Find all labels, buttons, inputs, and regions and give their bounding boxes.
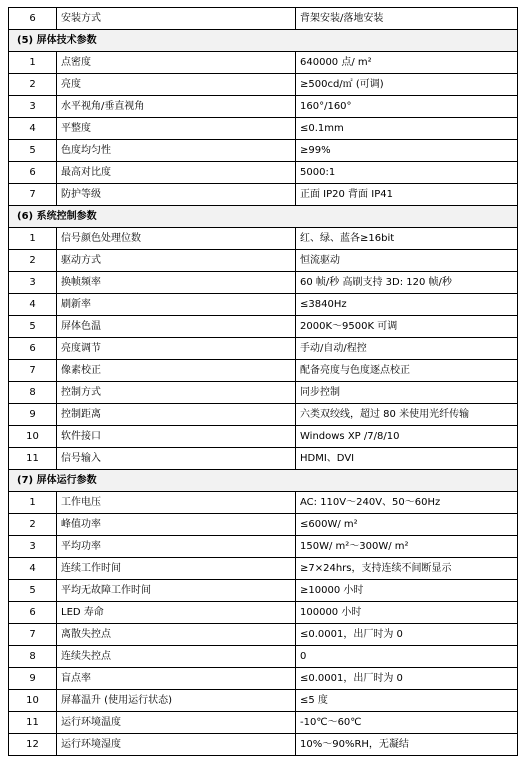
parameter-value: 配备亮度与色度逐点校正 [296, 360, 518, 382]
parameter-name: 防护等级 [57, 184, 296, 206]
table-row [9, 558, 518, 580]
parameter-name: 亮度 [57, 74, 296, 96]
parameter-name: 控制方式 [57, 382, 296, 404]
table-row [9, 294, 518, 316]
table-row [9, 74, 518, 96]
table-row [9, 624, 518, 646]
parameter-name: 屏幕温升 (使用运行状态) [57, 690, 296, 712]
row-number: 3 [9, 96, 57, 118]
parameter-value: 红、绿、蓝各≥16bit [296, 228, 518, 250]
table-row [9, 492, 518, 514]
row-number: 4 [9, 294, 57, 316]
row-number: 2 [9, 514, 57, 536]
parameter-value: 恒流驱动 [296, 250, 518, 272]
row-number: 10 [9, 426, 57, 448]
parameter-value: 同步控制 [296, 382, 518, 404]
parameter-name: 工作电压 [57, 492, 296, 514]
row-number: 9 [9, 404, 57, 426]
parameter-name: 最高对比度 [57, 162, 296, 184]
parameter-name: 亮度调节 [57, 338, 296, 360]
parameter-name: 连续工作时间 [57, 558, 296, 580]
parameter-name: 离散失控点 [57, 624, 296, 646]
row-number: 7 [9, 624, 57, 646]
table-row [9, 602, 518, 624]
parameter-name: 运行环境湿度 [57, 734, 296, 756]
parameter-value: Windows XP /7/8/10 [296, 426, 518, 448]
section-title: (7) 屏体运行参数 [9, 470, 518, 492]
parameter-name: 换帧频率 [57, 272, 296, 294]
row-number: 1 [9, 228, 57, 250]
table-row [9, 140, 518, 162]
parameter-value: ≥10000 小时 [296, 580, 518, 602]
parameter-value: 100000 小时 [296, 602, 518, 624]
section-header-row [9, 470, 518, 492]
table-row [9, 96, 518, 118]
row-number: 5 [9, 140, 57, 162]
parameter-value: 60 帧/秒 高刷支持 3D: 120 帧/秒 [296, 272, 518, 294]
row-number: 11 [9, 448, 57, 470]
row-number: 4 [9, 118, 57, 140]
parameter-value: ≤0.0001，出厂时为 0 [296, 668, 518, 690]
parameter-name: 屏体色温 [57, 316, 296, 338]
parameter-value: ≤600W/ m² [296, 514, 518, 536]
parameter-value: 正面 IP20 背面 IP41 [296, 184, 518, 206]
parameter-value: ≥99% [296, 140, 518, 162]
table-row [9, 52, 518, 74]
table-row [9, 712, 518, 734]
parameter-name: 平均无故障工作时间 [57, 580, 296, 602]
parameter-name: 峰值功率 [57, 514, 296, 536]
row-number: 2 [9, 74, 57, 96]
parameter-name: 连续失控点 [57, 646, 296, 668]
row-number: 4 [9, 558, 57, 580]
parameter-name: 色度均匀性 [57, 140, 296, 162]
parameter-value: ≤0.1mm [296, 118, 518, 140]
section-title: (6) 系统控制参数 [9, 206, 518, 228]
parameter-name: 刷新率 [57, 294, 296, 316]
table-row [9, 580, 518, 602]
table-row [9, 360, 518, 382]
table-row [9, 338, 518, 360]
spec-table-body [9, 8, 518, 756]
parameter-name: LED 寿命 [57, 602, 296, 624]
row-number: 7 [9, 360, 57, 382]
table-row [9, 690, 518, 712]
table-row [9, 734, 518, 756]
table-row [9, 8, 518, 30]
row-number: 5 [9, 580, 57, 602]
table-row [9, 184, 518, 206]
table-row [9, 404, 518, 426]
row-number: 6 [9, 162, 57, 184]
parameter-value: ≤0.0001，出厂时为 0 [296, 624, 518, 646]
row-number: 6 [9, 338, 57, 360]
parameter-value: HDMI、DVI [296, 448, 518, 470]
spec-document [8, 7, 518, 756]
parameter-value: 640000 点/ m² [296, 52, 518, 74]
parameter-value: 5000:1 [296, 162, 518, 184]
parameter-name: 软件接口 [57, 426, 296, 448]
row-number: 6 [9, 8, 57, 30]
row-number: 2 [9, 250, 57, 272]
row-number: 1 [9, 492, 57, 514]
table-row [9, 272, 518, 294]
parameter-name: 驱动方式 [57, 250, 296, 272]
table-row [9, 118, 518, 140]
parameter-value: 背架安装/落地安装 [296, 8, 518, 30]
table-row [9, 448, 518, 470]
parameter-name: 像素校正 [57, 360, 296, 382]
table-row [9, 250, 518, 272]
row-number: 1 [9, 52, 57, 74]
section-header-row [9, 206, 518, 228]
table-row [9, 316, 518, 338]
table-row [9, 228, 518, 250]
spec-table [8, 7, 518, 756]
parameter-name: 点密度 [57, 52, 296, 74]
section-title: (5) 屏体技术参数 [9, 30, 518, 52]
parameter-value: 150W/ m²～300W/ m² [296, 536, 518, 558]
table-row [9, 536, 518, 558]
parameter-name: 控制距离 [57, 404, 296, 426]
parameter-value: 10%～90%RH，无凝结 [296, 734, 518, 756]
row-number: 9 [9, 668, 57, 690]
parameter-value: 手动/自动/程控 [296, 338, 518, 360]
parameter-value: -10℃～60℃ [296, 712, 518, 734]
row-number: 6 [9, 602, 57, 624]
table-row [9, 668, 518, 690]
parameter-value: 0 [296, 646, 518, 668]
table-row [9, 514, 518, 536]
row-number: 8 [9, 646, 57, 668]
row-number: 12 [9, 734, 57, 756]
parameter-value: ≥500cd/㎡ (可调) [296, 74, 518, 96]
row-number: 11 [9, 712, 57, 734]
parameter-name: 平均功率 [57, 536, 296, 558]
parameter-value: ≤3840Hz [296, 294, 518, 316]
parameter-value: ≤5 度 [296, 690, 518, 712]
parameter-name: 运行环境温度 [57, 712, 296, 734]
parameter-value: 160°/160° [296, 96, 518, 118]
parameter-value: ≥7×24hrs，支持连续不间断显示 [296, 558, 518, 580]
table-row [9, 382, 518, 404]
parameter-name: 信号颜色处理位数 [57, 228, 296, 250]
section-header-row [9, 30, 518, 52]
table-row [9, 426, 518, 448]
row-number: 5 [9, 316, 57, 338]
row-number: 7 [9, 184, 57, 206]
row-number: 3 [9, 536, 57, 558]
parameter-name: 信号输入 [57, 448, 296, 470]
parameter-name: 盲点率 [57, 668, 296, 690]
parameter-value: 2000K～9500K 可调 [296, 316, 518, 338]
row-number: 8 [9, 382, 57, 404]
parameter-name: 水平视角/垂直视角 [57, 96, 296, 118]
parameter-value: 六类双绞线，超过 80 米使用光纤传输 [296, 404, 518, 426]
parameter-name: 平整度 [57, 118, 296, 140]
parameter-name: 安装方式 [57, 8, 296, 30]
row-number: 3 [9, 272, 57, 294]
row-number: 10 [9, 690, 57, 712]
parameter-value: AC: 110V～240V、50～60Hz [296, 492, 518, 514]
table-row [9, 162, 518, 184]
table-row [9, 646, 518, 668]
